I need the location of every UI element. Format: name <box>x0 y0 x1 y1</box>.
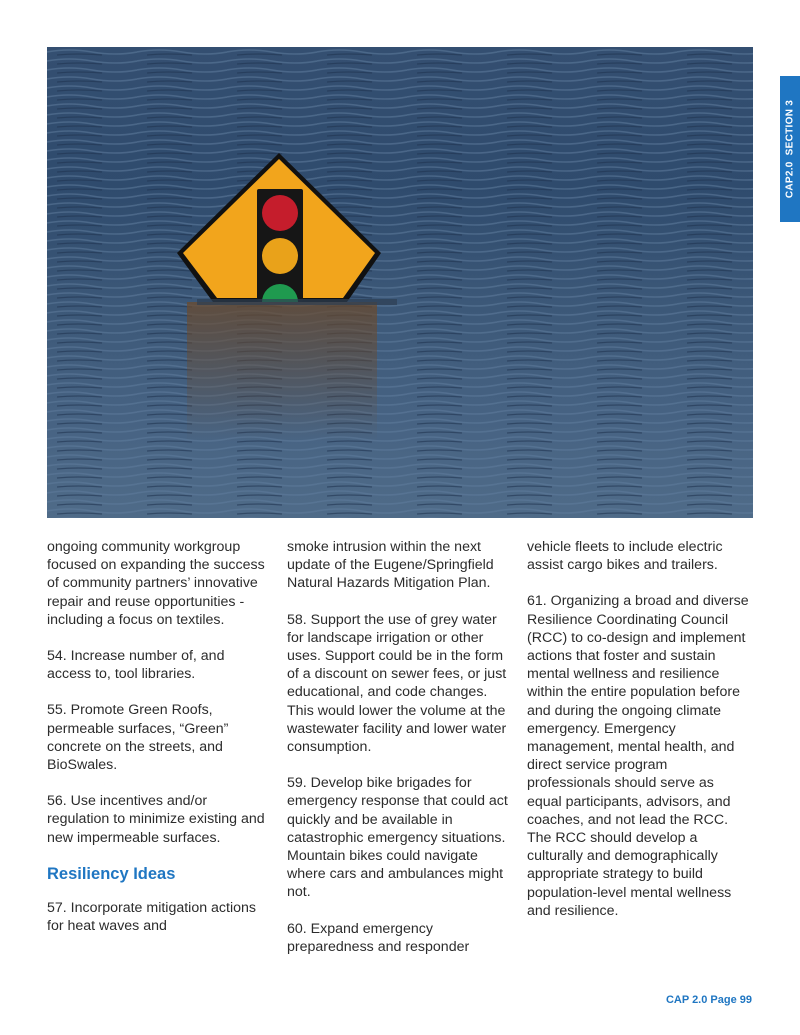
paragraph: smoke intrusion within the next update of the Eugene/Springfield Natural Hazards Mitigation Plan. <box>287 539 494 592</box>
text-column-2 <box>287 538 509 974</box>
paragraph: vehicle fleets to include electric assist cargo bikes and trailers. <box>527 539 723 574</box>
section-tab-label <box>785 100 796 198</box>
paragraph: 55. Promote Green Roofs, permeable surfaces, “Green” concrete on the streets, and BioSwales. <box>47 702 229 774</box>
paragraph: 58. Support the use of grey water for landscape irrigation or other uses. Support could be in the form of a discount on sewer fees, or just educational, and code changes. This would lower the volume at the wastewater facility and lower water consumption. <box>287 611 507 756</box>
sign-reflection <box>187 302 377 442</box>
text-column-1 <box>47 538 269 953</box>
paragraph: 57. Incorporate mitigation actions for heat waves and <box>47 900 256 935</box>
yellow-light-icon <box>262 238 298 274</box>
paragraph: 60. Expand emergency preparedness and responder <box>287 920 470 955</box>
photo-illustration <box>47 47 753 518</box>
text-column-3 <box>527 538 749 938</box>
paragraph: 54. Increase number of, and access to, tool libraries. <box>47 648 225 683</box>
waterline <box>197 299 397 305</box>
section-tab-section: SECTION 3 <box>784 99 796 156</box>
paragraph: ongoing community workgroup focused on expanding the success of community partners’ innovative repair and reuse opportunities - including a focus on textiles. <box>47 539 265 628</box>
red-light-icon <box>262 195 298 231</box>
paragraph: 59. Develop bike brigades for emergency response that could act quickly and be available in catastrophic emergency situations. Mountain bikes could navigate where cars and ambulances might not. <box>287 775 508 901</box>
section-tab <box>780 76 800 222</box>
paragraph: 56. Use incentives and/or regulation to minimize existing and new impermeable surfaces. <box>47 793 265 846</box>
page-number: CAP 2.0 Page 99 <box>665 994 752 1006</box>
section-tab-doc: CAP2.0 <box>784 161 796 199</box>
paragraph: 61. Organizing a broad and diverse Resilience Coordinating Council (RCC) to co-design and implement actions that foster and sustain mental wellness and resilience within the entire population before and during the ongoing climate emergency. Emergency management, mental health, and direct service program professionals should serve as equal participants, advisors, and coaches, and not lead the RCC. The RCC should develop a culturally and demographically appropriate strategy to build population-level mental wellness and resilience. <box>527 593 749 919</box>
flooded-traffic-sign-photo <box>47 47 753 518</box>
water-ripples <box>47 47 753 518</box>
section-heading: Resiliency Ideas <box>47 864 176 883</box>
